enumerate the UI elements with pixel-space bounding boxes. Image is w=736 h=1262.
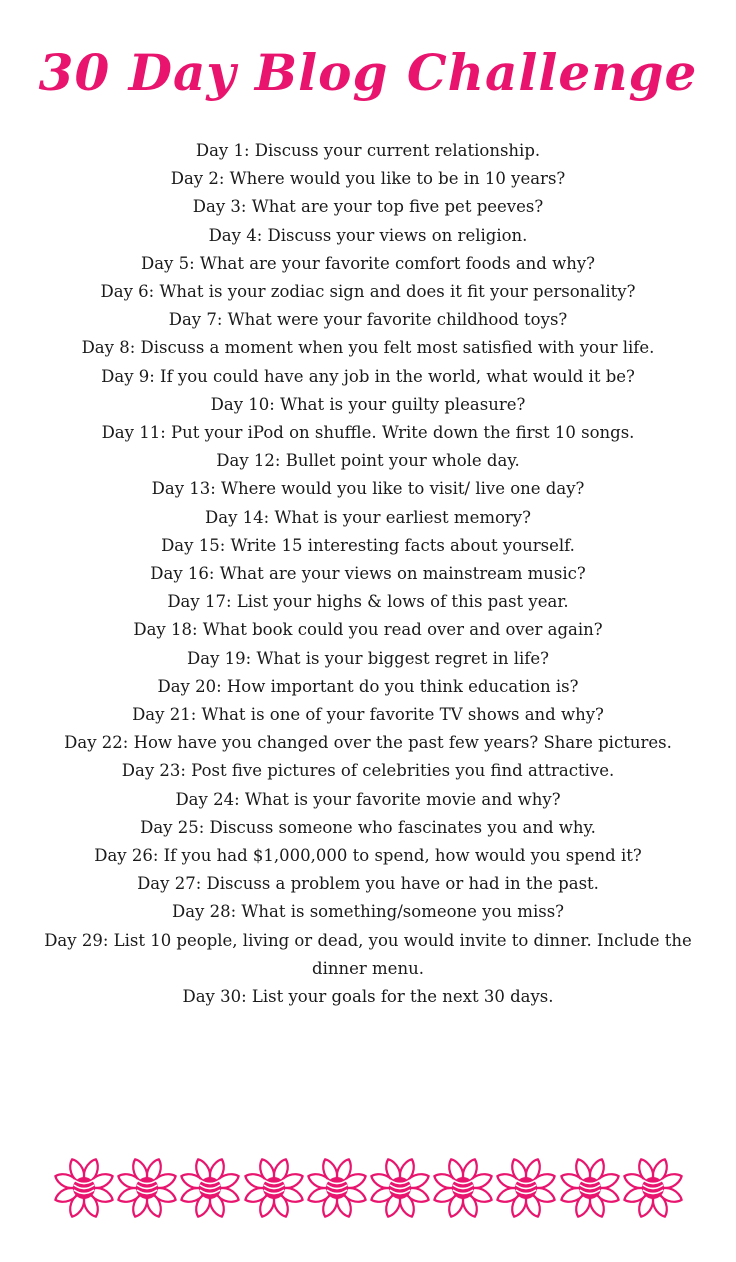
list-item: Day 22: How have you changed over the past few years? Share pictures. [64,733,672,753]
list-item: Day 2: Where would you like to be in 10 years? [170,169,566,189]
list-item: Day 18: What book could you read over and over again? [133,620,603,640]
flower-icon [494,1155,558,1221]
list-item: Day 17: List your highs & lows of this past year. [167,592,569,612]
list-item: Day 25: Discuss someone who fascinates you and why. [140,817,596,837]
list-item: Day 19: What is your biggest regret in life? [187,648,549,668]
list-item: Day 28: What is something/someone you miss? [171,902,565,922]
list-item: Day 30: List your goals for the next 30 days. [182,987,554,1007]
flower-icon [621,1155,685,1221]
list-item: Day 21: What is one of your favorite TV shows and why? [132,705,604,725]
list-item: Day 9: If you could have any job in the world, what would it be? [101,366,635,386]
list-item: Day 5: What are your favorite comfort foods and why? [140,253,596,273]
list-item: Day 10: What is your guilty pleasure? [210,394,526,414]
list-item: Day 11: Put your iPod on shuffle. Write down the first 10 songs. [101,423,635,443]
list-item: Day 14: What is your earliest memory? [205,507,531,527]
list-item: Day 13: Where would you like to visit/ live one day? [151,479,585,499]
flower-icon [52,1155,116,1221]
list-item: Day 12: Bullet point your whole day. [216,451,520,471]
list-item: Day 4: Discuss your views on religion. [208,225,528,245]
list-item: Day 7: What were your favorite childhood toys? [168,310,568,330]
list-item: Day 24: What is your favorite movie and why? [175,789,561,809]
page-title: 30 Day Blog Challenge [38,43,698,102]
flower-icon [305,1155,369,1221]
list-item: Day 16: What are your views on mainstream music? [150,564,586,584]
list-item: Day 3: What are your top five pet peeves? [192,197,544,217]
list-item: Day 15: Write 15 interesting facts about yourself. [161,535,575,555]
flower-icon [431,1155,495,1221]
flower-border [52,1155,684,1221]
list-item: Day 26: If you had $1,000,000 to spend, how would you spend it? [94,846,642,866]
flower-icon [558,1155,622,1221]
list-item: Day 6: What is your zodiac sign and does it fit your personality? [100,282,636,302]
flower-icon [178,1155,242,1221]
list-item: Day 1: Discuss your current relationship. [195,141,541,160]
challenge-list [18,137,718,1011]
flower-icon [242,1155,306,1221]
list-item: Day 20: How important do you think education is? [157,676,579,696]
list-item: Day 23: Post five pictures of celebrities you find attractive. [121,761,615,781]
list-item: Day 27: Discuss a problem you have or had in the past. [137,874,599,894]
list-item: Day 8: Discuss a moment when you felt most satisfied with your life. [81,338,655,358]
flower-icon [115,1155,179,1221]
list-item: Day 29: List 10 people, living or dead, you would invite to dinner. Include the dinner menu. [44,930,692,978]
flower-icon [368,1155,432,1221]
